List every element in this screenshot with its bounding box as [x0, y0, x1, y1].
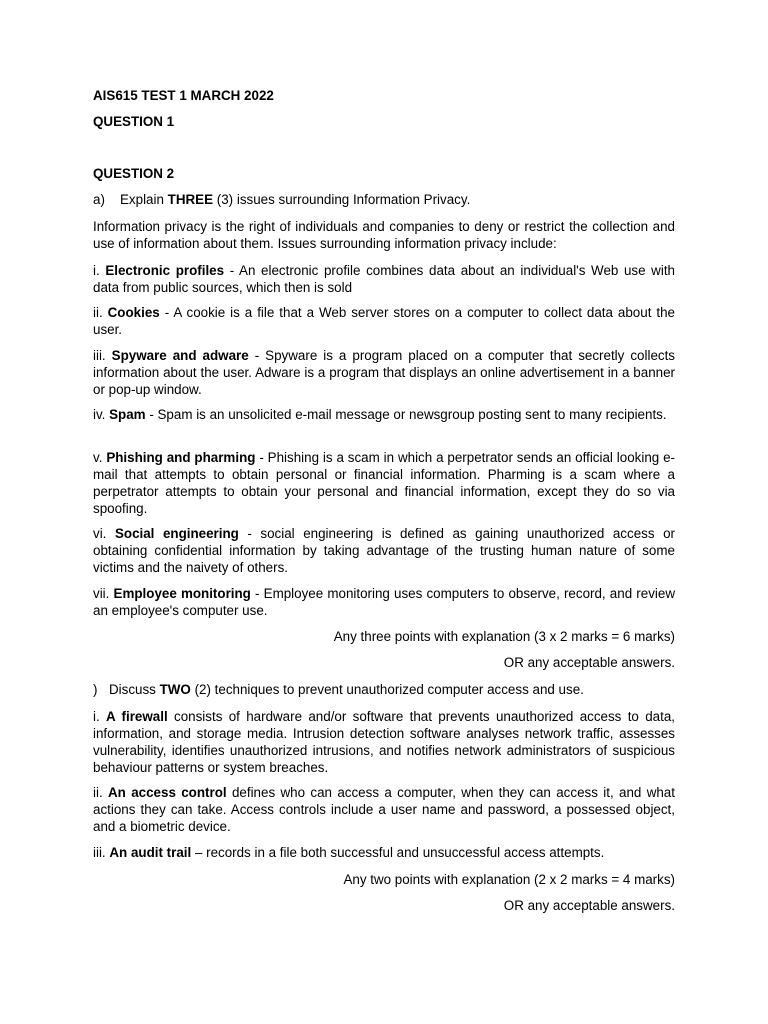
document-title: AIS615 TEST 1 MARCH 2022	[93, 88, 274, 103]
question-2-heading: QUESTION 2	[93, 166, 175, 181]
issue-item	[93, 406, 675, 423]
technique-text: defines who can access a computer, when they can access it, and what actions they can take. Access controls include a user name and password, a possessed object, and a biometric device.	[93, 785, 675, 834]
issue-text: - A cookie is a file that a Web server stores on a computer to collect data about the user.	[93, 305, 675, 337]
technique-num: i.	[93, 709, 107, 724]
or-acceptable-a: OR any acceptable answers.	[503, 655, 675, 670]
issue-text: - Phishing is a scam in which a perpetrator sends an official looking e-mail that attempts to obtain personal or financial information. Pharming is a scam where a perpetrator attempts to obtain your personal and financial information, except they do so via spoofing.	[93, 450, 675, 516]
technique-num: ii.	[93, 785, 109, 800]
issue-num: ii.	[93, 305, 108, 320]
technique-item	[93, 844, 675, 861]
issue-term: Phishing and pharming	[106, 450, 256, 465]
part-b-prompt	[93, 681, 675, 698]
issue-text: - Employee monitoring uses computers to observe, record, and review an employee's computer use.	[93, 586, 676, 618]
issue-num: iii.	[93, 348, 112, 363]
or-acceptable-b: OR any acceptable answers.	[503, 898, 675, 913]
issue-term: Spyware and adware	[111, 348, 249, 363]
issue-item	[93, 525, 675, 576]
marks-b: Any two points with explanation (2 x 2 marks = 4 marks)	[343, 872, 675, 887]
part-a-post: (3) issues surrounding Information Privacy.	[213, 192, 471, 207]
technique-text: – records in a file both successful and unsuccessful access attempts.	[191, 845, 605, 860]
issue-item	[93, 262, 675, 296]
technique-item	[93, 784, 675, 835]
technique-text: consists of hardware and/or software that prevents unauthorized access to data, information, and storage media. Intrusion detection software analyses network traffic, assesses vulnerability, identifies unauthorized intrusions, and notifies network administrators of suspicious behaviour patterns or system breaches.	[93, 709, 675, 775]
technique-term: An access control	[108, 785, 227, 800]
issue-item	[93, 347, 675, 398]
intro-paragraph: Information privacy is the right of individuals and companies to deny or restrict the collection and use of information about them. Issues surrounding information privacy include:	[93, 219, 675, 251]
issue-num: v.	[93, 450, 107, 465]
issue-text: - Spyware is a program placed on a computer that secretly collects information about the user. Adware is a program that displays an online advertisement in a banner or pop-up window.	[93, 348, 675, 397]
issue-item	[93, 585, 675, 619]
part-b-bold: TWO	[159, 682, 191, 697]
technique-item	[93, 708, 675, 776]
marks-a: Any three points with explanation (3 x 2 marks = 6 marks)	[333, 629, 675, 644]
part-a-label: a)	[93, 192, 105, 207]
issue-item	[93, 304, 675, 338]
issue-term: Electronic profiles	[105, 263, 225, 278]
issue-term: Cookies	[107, 305, 160, 320]
issue-term: Employee monitoring	[113, 586, 251, 601]
issue-num: vi.	[93, 526, 115, 541]
issue-num: i.	[93, 263, 106, 278]
issue-term: Social engineering	[114, 526, 239, 541]
part-a-prompt	[93, 191, 675, 208]
part-b-label: )	[93, 682, 98, 697]
part-b-pre: Discuss	[109, 682, 160, 697]
issue-text: - An electronic profile combines data about an individual's Web use with data from public sources, which then is sold	[93, 263, 675, 295]
issue-num: iv.	[93, 407, 110, 422]
issue-num: vii.	[93, 586, 114, 601]
part-b-post: (2) techniques to prevent unauthorized computer access and use.	[190, 682, 584, 697]
issue-item	[93, 449, 675, 517]
issue-text: - social engineering is defined as gaining unauthorized access or obtaining confidential information by taking advantage of the trusting human nature of some victims and the naivety of others.	[93, 526, 675, 575]
technique-term: An audit trail	[109, 845, 192, 860]
issue-text: - Spam is an unsolicited e-mail message or newsgroup posting sent to many recipients.	[145, 407, 667, 422]
issue-term: Spam	[109, 407, 146, 422]
technique-num: iii.	[93, 845, 110, 860]
question-1-heading: QUESTION 1	[93, 114, 175, 129]
part-a-pre: Explain	[120, 192, 168, 207]
technique-term: A firewall	[106, 709, 168, 724]
part-a-bold: THREE	[167, 192, 214, 207]
